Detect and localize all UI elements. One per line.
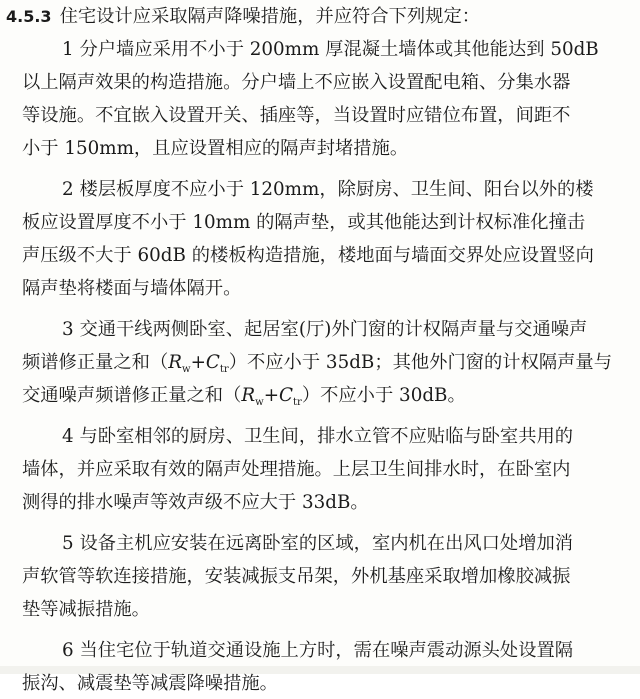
item-1-line-2: 以上隔声效果的构造措施。分户墙上不应嵌入设置配电箱、分集水器 xyxy=(22,72,571,93)
item-5-line-2: 声软管等软连接措施，安装减振支吊架，外机基座采取增加橡胶减振 xyxy=(22,566,571,587)
item-3-line-2 xyxy=(22,350,640,378)
item-6-line-1: 6 当住宅位于轨道交通设施上方时，需在噪声震动源头处设置隔 xyxy=(62,640,574,661)
item-1-line-1: 1 分户墙应采用不小于 200mm 厚混凝土墙体或其他能达到 50dB xyxy=(62,39,599,60)
item-3-line-3-after: ）不应小于 30dB。 xyxy=(301,385,466,406)
item-4-line-2: 墙体，并应采取有效的隔声处理措施。上层卫生间排水时，在卧室内 xyxy=(22,459,571,480)
formula-c: C xyxy=(205,352,220,373)
item-3-line-3 xyxy=(22,383,640,411)
formula-r-w xyxy=(168,352,190,373)
formula-plus: + xyxy=(190,352,206,373)
item-3-line-2-before: 频谱修正量之和（ xyxy=(22,352,169,373)
item-5-line-1: 5 设备主机应安装在远离卧室的区域，室内机在出风口处增加消 xyxy=(62,533,574,554)
item-3-line-3-before: 交通噪声频谱修正量之和（ xyxy=(22,385,242,406)
item-3-line-2-after: ）不应小于 35dB；其他外门窗的计权隔声量与 xyxy=(228,352,612,373)
item-4-line-3: 测得的排水噪声等效声级不应大于 33dB。 xyxy=(22,492,369,513)
formula-c-subscript-2: tr xyxy=(293,397,302,408)
formula-r: R xyxy=(168,352,183,373)
item-3-line-1: 3 交通干线两侧卧室、起居室(厅)外门窗的计权隔声量与交通噪声 xyxy=(62,319,588,340)
item-2-line-3: 声压级不大于 60dB 的楼板构造措施，楼地面与墙面交界处应设置竖向 xyxy=(22,245,594,266)
formula-r-subscript-2: w xyxy=(255,397,264,408)
clause-number: 4.5.3 xyxy=(6,7,52,26)
formula-r-subscript: w xyxy=(182,364,191,375)
formula-c-tr-2 xyxy=(279,385,302,406)
formula-r-w-2 xyxy=(241,385,263,406)
clause-heading xyxy=(6,4,640,32)
item-4-line-1: 4 与卧室相邻的厨房、卫生间，排水立管不应贴临与卧室共用的 xyxy=(62,426,574,447)
item-1-line-3: 等设施。不宜嵌入设置开关、插座等，当设置时应错位布置，间距不 xyxy=(22,105,571,126)
formula-c-tr xyxy=(206,352,229,373)
formula-c-subscript: tr xyxy=(219,364,229,375)
item-1-line-4: 小于 150mm，且应设置相应的隔声封堵措施。 xyxy=(22,138,409,159)
clause-heading-text: 住宅设计应采取隔声降噪措施，并应符合下列规定： xyxy=(59,6,481,27)
item-2-line-1: 2 楼层板厚度不应小于 120mm，除厨房、卫生间、阳台以外的楼 xyxy=(62,179,594,200)
item-2-line-2: 板应设置厚度不小于 10mm 的隔声垫，或其他能达到计权标准化撞击 xyxy=(22,212,586,233)
formula-plus-2: + xyxy=(263,385,280,406)
formula-c-2: C xyxy=(279,385,294,406)
item-6-line-2: 振沟、减震垫等减震降噪措施。 xyxy=(22,673,278,694)
item-2-line-4: 隔声垫将楼面与墙体隔开。 xyxy=(22,278,242,299)
item-5-line-3: 垫等减振措施。 xyxy=(22,599,150,620)
formula-r-2: R xyxy=(241,385,256,406)
